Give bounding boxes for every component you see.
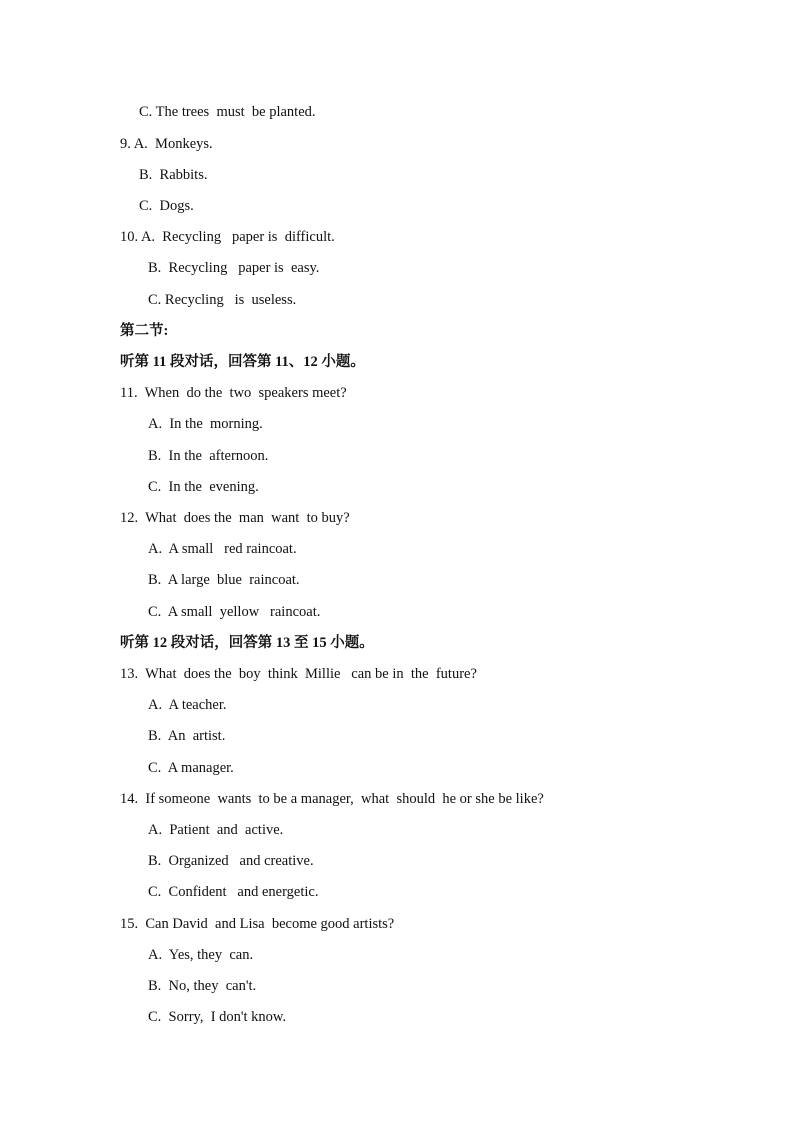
q15-option-c: C. Sorry, I don't know.: [148, 1009, 287, 1025]
question-14: 14. If someone wants to be a manager, what should he or she be like?: [120, 791, 544, 807]
dialogue-11-instruction: 听第 11 段对话，回答第 11、12 小题。: [120, 354, 365, 370]
question-12: 12. What does the man want to buy?: [120, 510, 350, 526]
q15-option-b: B. No, they can't.: [148, 978, 257, 994]
q8-option-c: C. The trees must be planted.: [139, 104, 316, 120]
q14-option-c: C. Confident and energetic.: [148, 884, 319, 900]
q12-option-c: C. A small yellow raincoat.: [148, 604, 321, 620]
q11-option-a: A. In the morning.: [148, 416, 263, 432]
q13-option-b: B. An artist.: [148, 728, 226, 744]
q9-option-c: C. Dogs.: [139, 198, 194, 214]
q9-option-a: 9. A. Monkeys.: [120, 136, 213, 152]
q10-option-c: C. Recycling is useless.: [148, 292, 297, 308]
q11-option-c: C. In the evening.: [148, 479, 259, 495]
q9-option-b: B. Rabbits.: [139, 167, 208, 183]
question-11: 11. When do the two speakers meet?: [120, 385, 347, 401]
section-heading: 第二节:: [120, 323, 169, 339]
q10-option-b: B. Recycling paper is easy.: [148, 260, 320, 276]
question-15: 15. Can David and Lisa become good artists?: [120, 916, 395, 932]
q12-option-b: B. A large blue raincoat.: [148, 572, 300, 588]
question-13: 13. What does the boy think Millie can be in the future?: [120, 666, 477, 682]
q15-option-a: A. Yes, they can.: [148, 947, 254, 963]
q10-option-a: 10. A. Recycling paper is difficult.: [120, 229, 335, 245]
q14-option-a: A. Patient and active.: [148, 822, 284, 838]
dialogue-12-instruction: 听第 12 段对话，回答第 13 至 15 小题。: [120, 635, 374, 651]
q13-option-c: C. A manager.: [148, 760, 234, 776]
q11-option-b: B. In the afternoon.: [148, 448, 269, 464]
q12-option-a: A. A small red raincoat.: [148, 541, 297, 557]
q13-option-a: A. A teacher.: [148, 697, 227, 713]
q14-option-b: B. Organized and creative.: [148, 853, 314, 869]
